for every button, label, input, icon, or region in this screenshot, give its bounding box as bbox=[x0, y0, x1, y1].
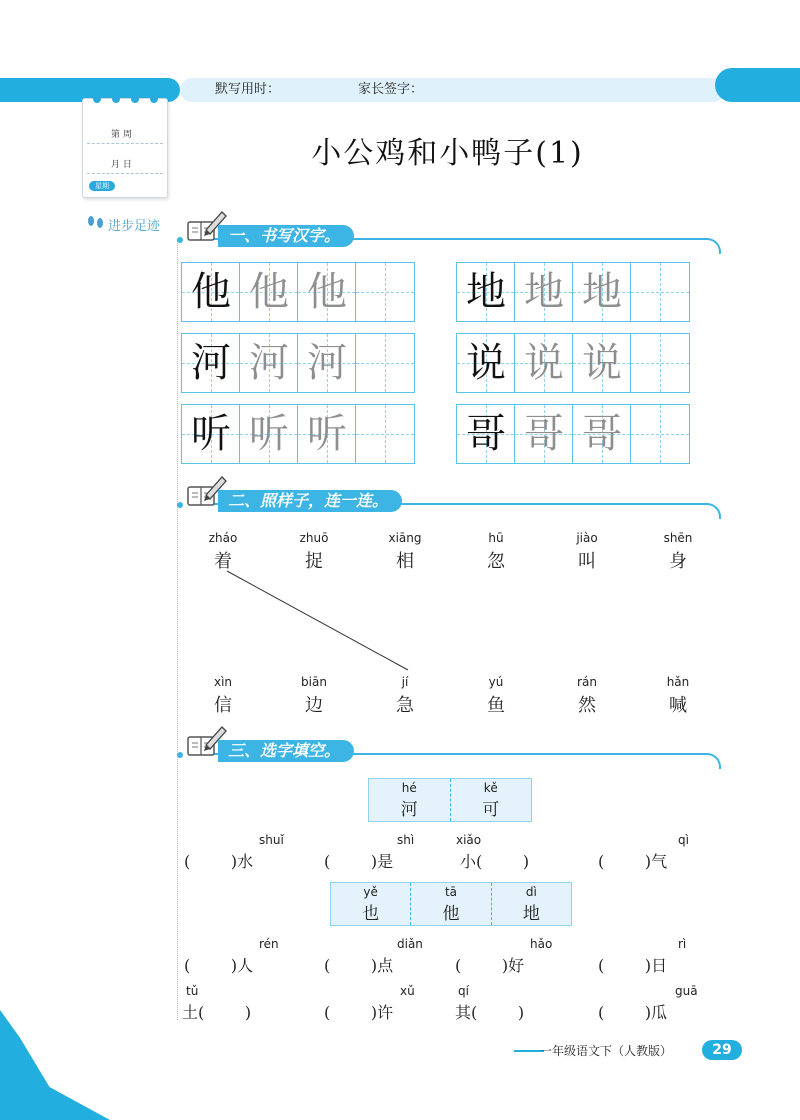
pinyin: qí bbox=[458, 984, 469, 998]
pinyin: rén bbox=[259, 937, 279, 951]
section-3-title: 三、选字填空。 bbox=[218, 740, 354, 762]
choice-pinyin: kě bbox=[483, 781, 498, 795]
week-label: 第 周 bbox=[111, 130, 132, 140]
hanzi-top[interactable]: 忽 bbox=[487, 551, 505, 572]
grid-char-model: 地 bbox=[466, 269, 506, 315]
pinyin: zhuō bbox=[299, 531, 329, 545]
pinyin: zháo bbox=[208, 531, 238, 545]
fill-blank[interactable]: 土( ) bbox=[182, 1003, 252, 1022]
grid-char-trace: 听 bbox=[307, 411, 347, 457]
choice-pinyin: dì bbox=[525, 885, 537, 899]
pinyin: jí bbox=[401, 675, 409, 689]
section-2-title: 二、照样子，连一连。 bbox=[218, 490, 402, 512]
pinyin: rì bbox=[678, 937, 687, 951]
grid-char-trace: 地 bbox=[524, 269, 564, 315]
pinyin: yú bbox=[488, 675, 504, 689]
pinyin: guā bbox=[675, 984, 698, 998]
fill-blank[interactable]: ( )好 bbox=[455, 956, 525, 975]
choice-char: 他 bbox=[442, 904, 460, 924]
pinyin: xiǎo bbox=[456, 833, 482, 847]
page-number: 29 bbox=[702, 1040, 742, 1060]
pinyin: xǔ bbox=[400, 984, 415, 998]
pinyin: hū bbox=[488, 531, 504, 545]
hanzi-top[interactable]: 叫 bbox=[578, 551, 596, 572]
choice-option[interactable] bbox=[369, 779, 450, 821]
fill-blank[interactable]: ( )人 bbox=[184, 956, 254, 975]
pinyin: xiāng bbox=[388, 531, 422, 545]
pinyin: shì bbox=[397, 833, 415, 847]
grid-char-trace: 说 bbox=[582, 340, 622, 386]
fill-blank[interactable]: ( )日 bbox=[598, 956, 668, 975]
choice-char: 河 bbox=[400, 800, 418, 820]
footprint-text: 进步足迹 bbox=[108, 219, 161, 234]
grid-char-trace: 哥 bbox=[582, 411, 622, 457]
grid-char-trace: 说 bbox=[524, 340, 564, 386]
grid-char-trace: 哥 bbox=[524, 411, 564, 457]
grid-char-trace: 听 bbox=[249, 411, 289, 457]
choice-char: 可 bbox=[482, 800, 500, 820]
fill-blank[interactable]: ( )瓜 bbox=[598, 1003, 668, 1022]
date-label: 月 日 bbox=[111, 160, 132, 170]
pinyin: jiào bbox=[576, 531, 598, 545]
grid-char-trace: 河 bbox=[307, 340, 347, 386]
fill-blank[interactable]: ( )水 bbox=[184, 852, 254, 871]
signature-label: 家长签字： bbox=[358, 82, 424, 97]
choice-option[interactable] bbox=[331, 883, 410, 925]
choice-option[interactable] bbox=[450, 779, 532, 821]
pinyin: shēn bbox=[663, 531, 693, 545]
grid-char-trace: 地 bbox=[582, 269, 622, 315]
choice-box bbox=[368, 778, 532, 822]
choice-option[interactable] bbox=[491, 883, 571, 925]
hanzi-bottom[interactable]: 然 bbox=[578, 695, 596, 716]
fill-blank[interactable]: ( )是 bbox=[324, 852, 394, 871]
weekday-label: 星期 bbox=[89, 181, 115, 191]
choice-pinyin: hé bbox=[401, 781, 417, 795]
pinyin: hǎn bbox=[666, 675, 690, 689]
pinyin: shuǐ bbox=[259, 833, 284, 847]
fill-blank[interactable]: ( )气 bbox=[598, 852, 668, 871]
choice-pinyin: tā bbox=[444, 885, 458, 899]
hanzi-top[interactable]: 着 bbox=[214, 551, 232, 572]
pinyin: tǔ bbox=[186, 984, 199, 998]
choice-pinyin: yě bbox=[363, 885, 378, 899]
pinyin: xìn bbox=[213, 675, 233, 689]
hanzi-top[interactable]: 捉 bbox=[305, 551, 323, 572]
hanzi-top[interactable]: 相 bbox=[396, 551, 414, 572]
grid-char-model: 听 bbox=[191, 411, 231, 457]
fill-blank[interactable]: 小( ) bbox=[460, 852, 530, 871]
section-dot bbox=[177, 752, 183, 758]
grid-char-model: 哥 bbox=[466, 411, 506, 457]
grid-char-model: 说 bbox=[466, 340, 506, 386]
grid-char-model: 他 bbox=[191, 269, 231, 315]
pinyin: hǎo bbox=[530, 937, 553, 951]
fill-blank[interactable]: ( )点 bbox=[324, 956, 394, 975]
hanzi-bottom[interactable]: 鱼 bbox=[487, 695, 505, 716]
choice-box bbox=[330, 882, 572, 926]
choice-char: 地 bbox=[522, 904, 540, 924]
pinyin: biān bbox=[301, 675, 327, 689]
grid-char-model: 河 bbox=[191, 340, 231, 386]
pinyin: qì bbox=[678, 833, 689, 847]
choice-option[interactable] bbox=[410, 883, 490, 925]
book-title: 一年级语文下（人教版） bbox=[540, 1044, 673, 1058]
hanzi-bottom[interactable]: 喊 bbox=[669, 695, 687, 716]
choice-char: 也 bbox=[362, 904, 380, 924]
hanzi-bottom[interactable]: 急 bbox=[396, 695, 414, 716]
hanzi-bottom[interactable]: 信 bbox=[214, 695, 232, 716]
section-1-title: 一、书写汉字。 bbox=[218, 225, 354, 247]
grid-char-trace: 河 bbox=[249, 340, 289, 386]
time-label: 默写用时： bbox=[215, 82, 281, 97]
hanzi-bottom[interactable]: 边 bbox=[305, 695, 323, 716]
grid-char-trace: 他 bbox=[307, 269, 347, 315]
pinyin: rán bbox=[577, 675, 597, 689]
fill-blank[interactable]: ( )许 bbox=[324, 1003, 394, 1022]
grid-char-trace: 他 bbox=[249, 269, 289, 315]
pinyin: diǎn bbox=[397, 937, 423, 951]
fill-blank[interactable]: 其( ) bbox=[455, 1003, 525, 1022]
hanzi-top[interactable]: 身 bbox=[669, 551, 687, 572]
page-title: 小公鸡和小鸭子(1) bbox=[311, 136, 584, 171]
